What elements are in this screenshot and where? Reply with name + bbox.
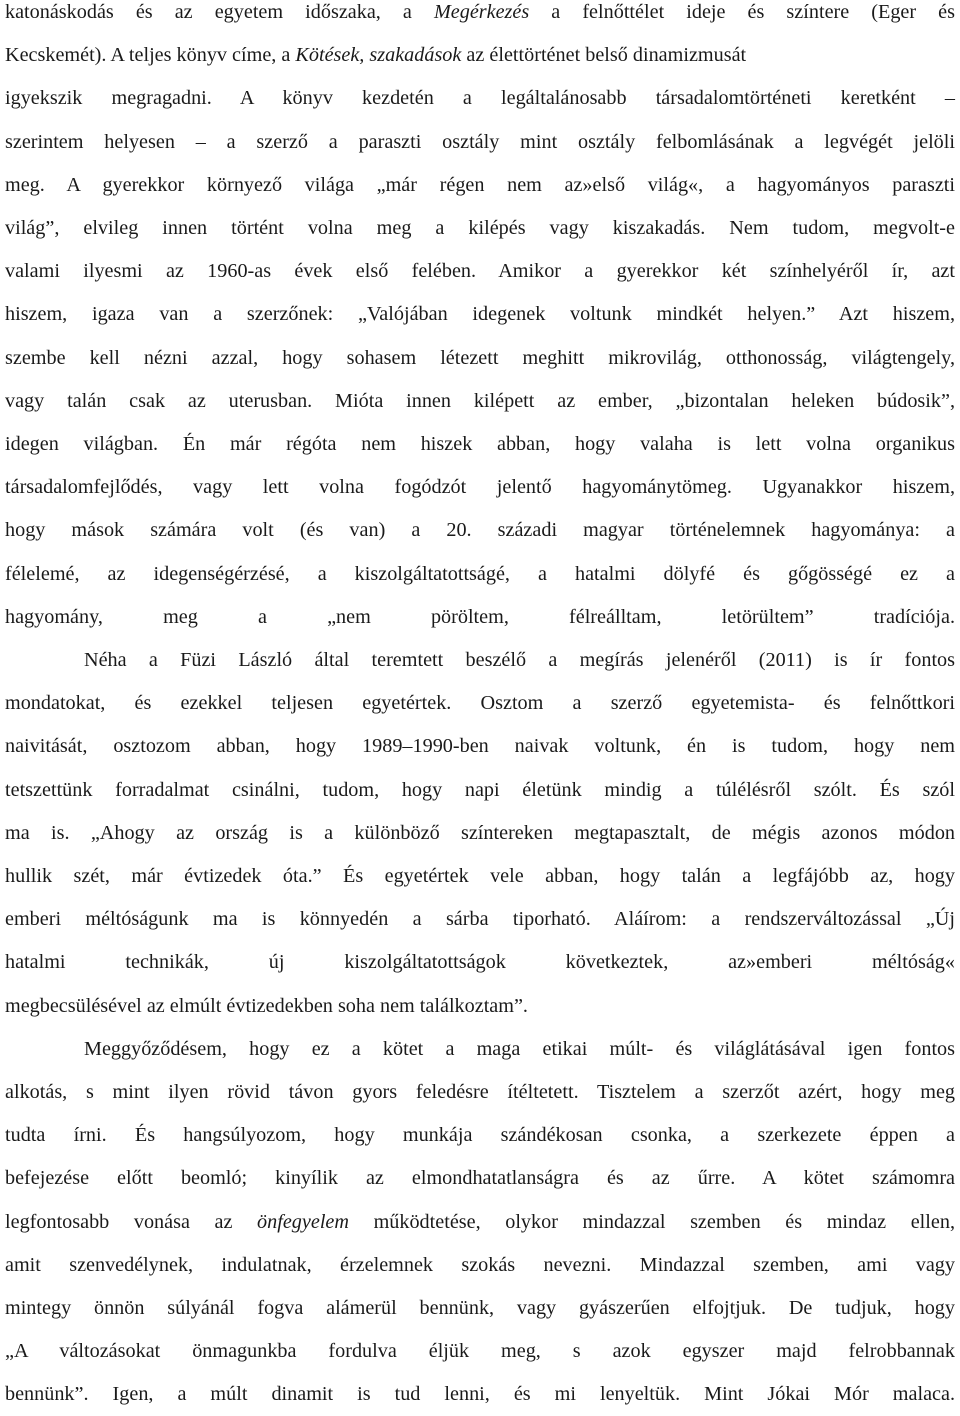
text-line: tetszettünk forradalmat csinálni, tudom, hogy napi életünk mindig a túlélésről szólt. És szól <box>5 778 955 801</box>
text-line: társadalomfejlődés, vagy lett volna fogódzót jelentő hagyománytömeg. Ugyanakkor hiszem, <box>5 476 955 499</box>
text-line: naivitását, osztozom abban, hogy 1989–1990-ben naivak voltunk, én is tudom, hogy nem <box>5 735 955 758</box>
text-line: befejezése előtt beomló; kinyílik az elmondhatatlanságra és az űrre. A kötet számomra <box>5 1167 955 1190</box>
text-line: idegen világban. Én már régóta nem hiszek abban, hogy valaha is lett volna organikus <box>5 433 955 455</box>
text-line: katonáskodás és az egyetem időszaka, a Megérkezés a felnőttélet ideje és színtere (Eger és <box>5 1 955 23</box>
text-line: emberi méltóságunk ma is könnyedén a sárba tiporható. Aláírom: a rendszerváltozással „Új <box>5 908 955 931</box>
paragraph-first-line: Néha a Füzi László által teremtett beszélő a megírás jelenéről (2011) is ír fontos <box>84 649 955 671</box>
text-line: megbecsülésével az elmúlt évtizedekben soha nem találkoztam”. <box>5 994 528 1017</box>
text-line: alkotás, s mint ilyen rövid távon gyors feledésre ítéltetett. Tisztelem a szerzőt azért, hogy meg <box>5 1081 955 1103</box>
text-line: vagy talán csak az uterusban. Mióta innen kilépett az ember, „bizontalan heleken búdosik”, <box>5 389 955 412</box>
text-line: bennünk”. Igen, a múlt dinamit is tud lenni, és mi lenyeltük. Mint Jókai Mór malaca. <box>5 1383 955 1406</box>
text-line: világ”, elvileg innen történt volna meg a kilépés vagy kiszakadás. Nem tudom, megvolt-e <box>5 217 955 239</box>
text-line: hatalmi technikák, új kiszolgáltatottságok következtek, az»emberi méltóság« <box>5 951 955 974</box>
text-line: hiszem, igaza van a szerzőnek: „Valójában idegenek voltunk mindkét helyen.” Azt hiszem, <box>5 303 955 326</box>
text-line: félelemé, az idegenségérzésé, a kiszolgáltatottságé, a hatalmi dölyfé és gőgösségé ez a <box>5 562 955 585</box>
text-line: mondatokat, és ezekkel teljesen egyetértek. Osztom a szerző egyetemista- és felnőttkori <box>5 692 955 715</box>
text-line: Kecskemét). A teljes könyv címe, a Kötések, szakadások az élettörténet belső dinamizmusát <box>5 44 747 67</box>
text-line: amit szenvedélynek, indulatnak, érzelemnek szokás nevezni. Mindazzal szemben, ami vagy <box>5 1253 955 1276</box>
text-line: mintegy önnön súlyánál fogva alámerül bennünk, vagy gyászerűen elfojtjuk. De tudjuk, hogy <box>5 1297 955 1319</box>
paragraph-first-line: Meggyőződésem, hogy ez a kötet a maga etikai múlt- és világlátásával igen fontos <box>84 1037 955 1060</box>
text-line: hullik szét, már évtizedek óta.” És egyetértek vele abban, hogy talán a legfájóbb az, hogy <box>5 865 955 887</box>
text-line: meg. A gyerekkor környező világa „már régen nem az»első világ«, a hagyományos paraszti <box>5 173 955 196</box>
text-line: szerintem helyesen – a szerző a paraszti osztály mint osztály felbomlásának a legvégét jelöli <box>5 130 955 153</box>
text-line: tudta írni. És hangsúlyozom, hogy munkája szándékosan csonka, a szerkezete éppen a <box>5 1124 955 1147</box>
text-line: „A változásokat önmagunkba fordulva éljük meg, s azok egyszer majd felrobbannak <box>5 1340 955 1363</box>
text-line: igyekszik megragadni. A könyv kezdetén a legáltalánosabb társadalomtörténeti keretként – <box>5 87 955 110</box>
text-line: valami ilyesmi az 1960-as évek első felében. Amikor a gyerekkor két színhelyéről ír, azt <box>5 260 955 283</box>
text-line: hogy mások számára volt (és van) a 20. századi magyar történelemnek hagyománya: a <box>5 519 955 542</box>
text-line: hagyomány, meg a „nem pöröltem, félreálltam, letörültem” tradíciója. <box>5 605 955 628</box>
text-line: ma is. „Ahogy az ország is a különböző színtereken megtapasztalt, de mégis azonos módon <box>5 821 955 844</box>
text-line: legfontosabb vonása az önfegyelem működtetése, olykor mindazzal szemben és mindaz ellen, <box>5 1210 955 1233</box>
text-line: szembe kell nézni azzal, hogy sohasem létezett meghitt mikrovilág, otthonosság, világtengely, <box>5 346 955 369</box>
